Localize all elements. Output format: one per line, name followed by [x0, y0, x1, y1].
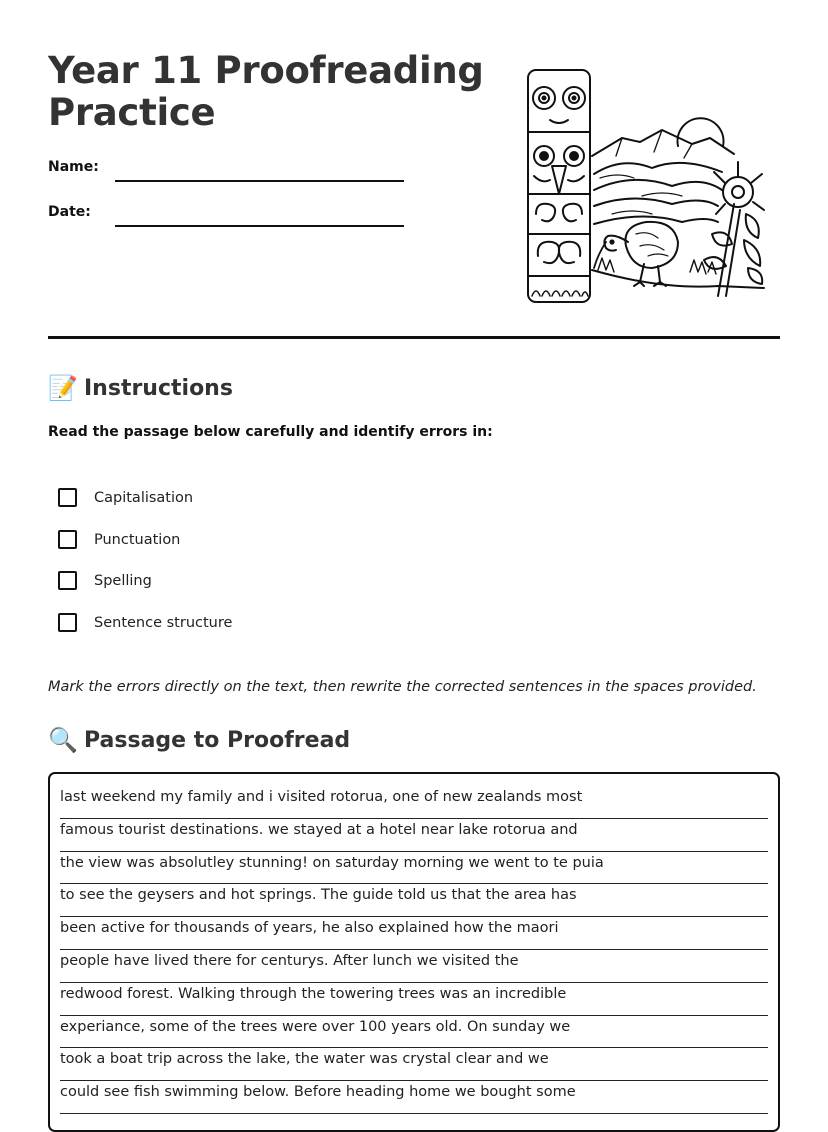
checklist-item-sentence-structure[interactable] — [58, 613, 232, 655]
header-divider — [48, 336, 780, 339]
passage-line: been active for thousands of years, he also explained how the maori — [60, 917, 768, 950]
checklist-label: Capitalisation — [94, 490, 194, 506]
passage-line: redwood forest. Walking through the towering trees was an incredible — [60, 983, 768, 1016]
passage-line: could see fish swimming below. Before heading home we bought some — [60, 1081, 768, 1114]
passage-line: took a boat trip across the lake, the water was crystal clear and we — [60, 1048, 768, 1081]
passage-heading — [48, 726, 350, 754]
instructions-heading — [48, 374, 233, 402]
instructions-lead: Read the passage below carefully and identify errors in: — [48, 424, 493, 440]
memo-icon: 📝 — [48, 374, 78, 402]
name-label: Name: — [48, 159, 99, 175]
passage-line: to see the geysers and hot springs. The guide told us that the area has — [60, 884, 768, 917]
nz-carving-kiwi-landscape-illustration — [522, 64, 770, 306]
checkbox[interactable] — [58, 613, 77, 632]
checklist-label: Sentence structure — [94, 614, 233, 631]
date-label: Date: — [48, 204, 91, 220]
passage-line: last weekend my family and i visited rotorua, one of new zealands most — [60, 786, 768, 819]
passage-line: the view was absolutley stunning! on saturday morning we went to te puia — [60, 852, 768, 885]
checklist-label: Spelling — [94, 573, 152, 589]
checklist-item-spelling[interactable] — [58, 571, 232, 613]
magnifying-glass-icon: 🔍 — [48, 726, 78, 754]
passage-heading-text: Passage to Proofread — [84, 727, 351, 753]
checkbox[interactable] — [58, 530, 77, 549]
error-type-checklist — [58, 488, 232, 654]
name-field[interactable] — [115, 180, 404, 182]
instructions-heading-text: Instructions — [84, 375, 233, 401]
checklist-item-capitalisation[interactable] — [58, 488, 232, 530]
passage-box — [48, 772, 780, 1132]
passage-line: people have lived there for centurys. After lunch we visited the — [60, 950, 768, 983]
passage-line: famous tourist destinations. we stayed at a hotel near lake rotorua and — [60, 819, 768, 852]
passage-line: experiance, some of the trees were over 100 years old. On sunday we — [60, 1016, 768, 1049]
page-title: Year 11 Proofreading Practice — [48, 49, 484, 134]
checklist-label: Punctuation — [94, 531, 181, 548]
checkbox[interactable] — [58, 571, 77, 590]
date-field[interactable] — [115, 225, 404, 227]
checklist-item-punctuation[interactable] — [58, 530, 232, 572]
checkbox[interactable] — [58, 488, 77, 507]
passage-lines — [60, 786, 768, 1114]
instructions-note: Mark the errors directly on the text, then rewrite the corrected sentences in the spaces provided. — [48, 679, 757, 695]
